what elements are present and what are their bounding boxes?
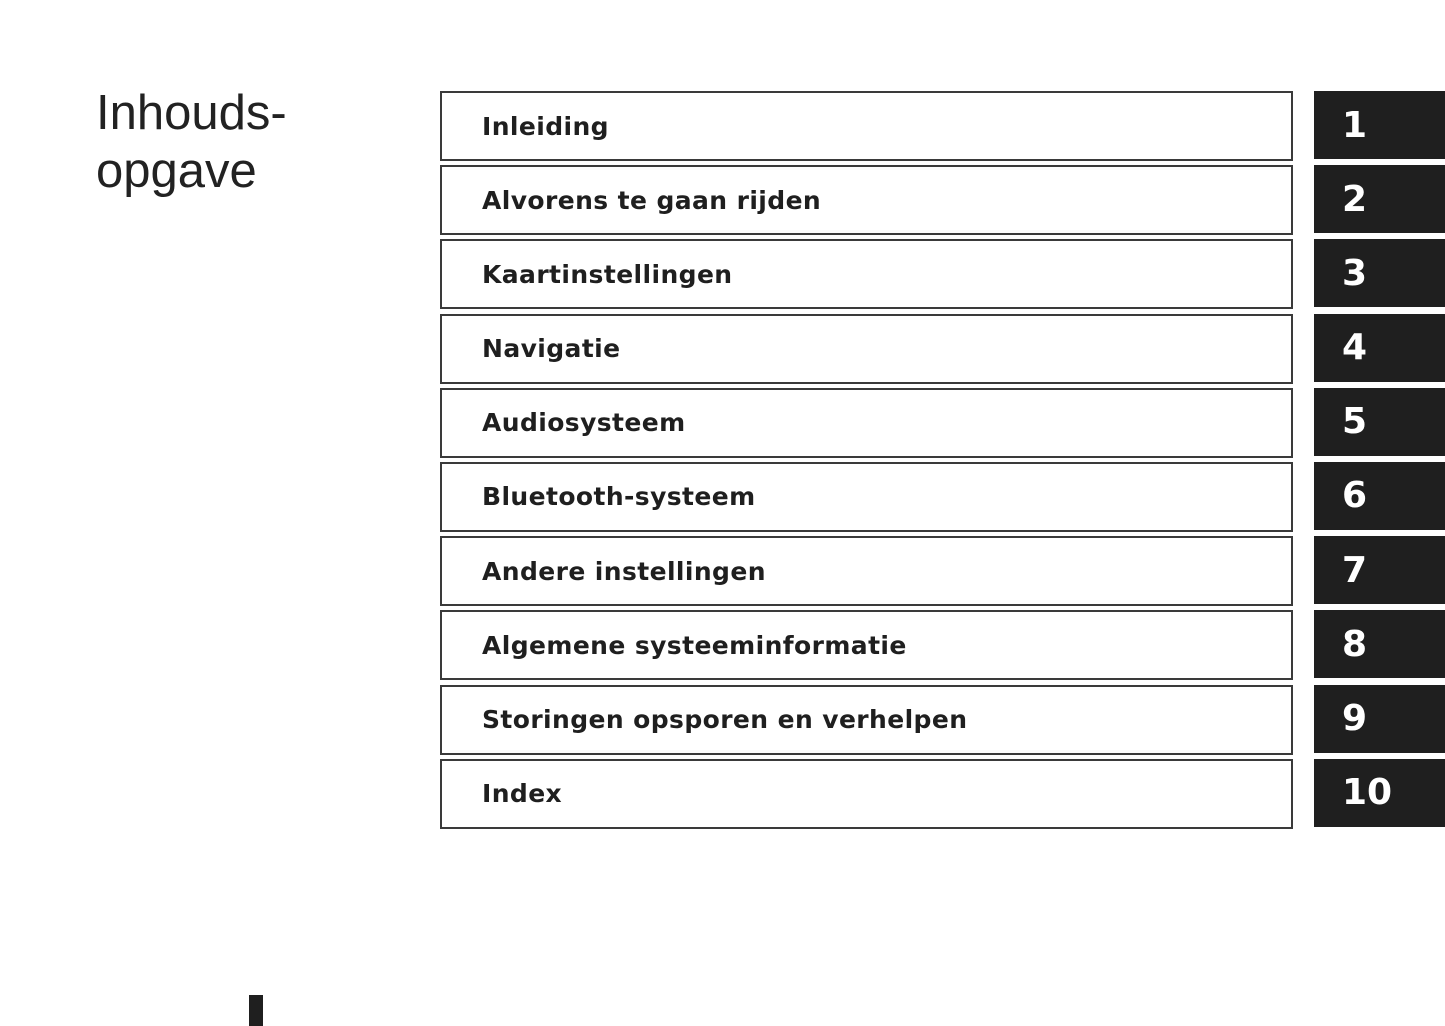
toc-entry-kaartinstellingen[interactable] (440, 239, 1293, 309)
toc-entry-label: Inleiding (482, 111, 609, 141)
table-of-contents (440, 91, 1445, 833)
chapter-number: 2 (1342, 178, 1368, 220)
toc-entry-label: Bluetooth-systeem (482, 482, 756, 512)
chapter-number: 5 (1342, 401, 1368, 443)
toc-row-6 (440, 462, 1445, 532)
page-title-line-1: Inhouds- (96, 86, 287, 140)
toc-entry-label: Index (482, 779, 563, 809)
toc-row-9 (440, 685, 1445, 755)
chapter-number: 6 (1342, 475, 1368, 517)
chapter-tab-10[interactable] (1314, 759, 1445, 827)
page-title (96, 84, 396, 200)
toc-entry-label: Andere instellingen (482, 556, 766, 586)
toc-entry-algemene-systeeminformatie[interactable] (440, 610, 1293, 680)
chapter-tab-1[interactable] (1314, 91, 1445, 159)
toc-row-3 (440, 239, 1445, 309)
chapter-tab-2[interactable] (1314, 165, 1445, 233)
chapter-tab-9[interactable] (1314, 685, 1445, 753)
toc-row-5 (440, 388, 1445, 458)
toc-entry-alvorens-te-gaan-rijden[interactable] (440, 165, 1293, 235)
chapter-number: 1 (1342, 104, 1368, 146)
toc-row-1 (440, 91, 1445, 161)
chapter-number: 7 (1342, 549, 1368, 591)
chapter-number: 8 (1342, 623, 1368, 665)
chapter-number: 3 (1342, 252, 1368, 294)
chapter-number: 10 (1342, 772, 1393, 814)
toc-entry-label: Kaartinstellingen (482, 259, 733, 289)
toc-entry-navigatie[interactable] (440, 314, 1293, 384)
toc-row-2 (440, 165, 1445, 235)
chapter-tab-6[interactable] (1314, 462, 1445, 530)
page-title-line-2: opgave (96, 144, 257, 198)
toc-entry-label: Audiosysteem (482, 408, 686, 438)
toc-entry-storingen-opsporen[interactable] (440, 685, 1293, 755)
toc-entry-inleiding[interactable] (440, 91, 1293, 161)
chapter-tab-5[interactable] (1314, 388, 1445, 456)
chapter-tab-8[interactable] (1314, 610, 1445, 678)
toc-entry-bluetooth-systeem[interactable] (440, 462, 1293, 532)
chapter-tab-7[interactable] (1314, 536, 1445, 604)
chapter-tab-4[interactable] (1314, 314, 1445, 382)
toc-entry-label: Storingen opsporen en verhelpen (482, 705, 968, 734)
chapter-tab-3[interactable] (1314, 239, 1445, 307)
toc-entry-index[interactable] (440, 759, 1293, 829)
chapter-number: 9 (1342, 698, 1368, 739)
toc-row-8 (440, 610, 1445, 680)
toc-row-4 (440, 314, 1445, 384)
print-crop-mark (249, 995, 263, 1026)
toc-entry-andere-instellingen[interactable] (440, 536, 1293, 606)
toc-entry-label: Alvorens te gaan rijden (482, 185, 822, 215)
chapter-number: 4 (1342, 327, 1368, 369)
toc-entry-audiosysteem[interactable] (440, 388, 1293, 458)
toc-row-10 (440, 759, 1445, 829)
toc-entry-label: Navigatie (482, 334, 621, 364)
toc-row-7 (440, 536, 1445, 606)
toc-entry-label: Algemene systeeminformatie (482, 630, 907, 660)
